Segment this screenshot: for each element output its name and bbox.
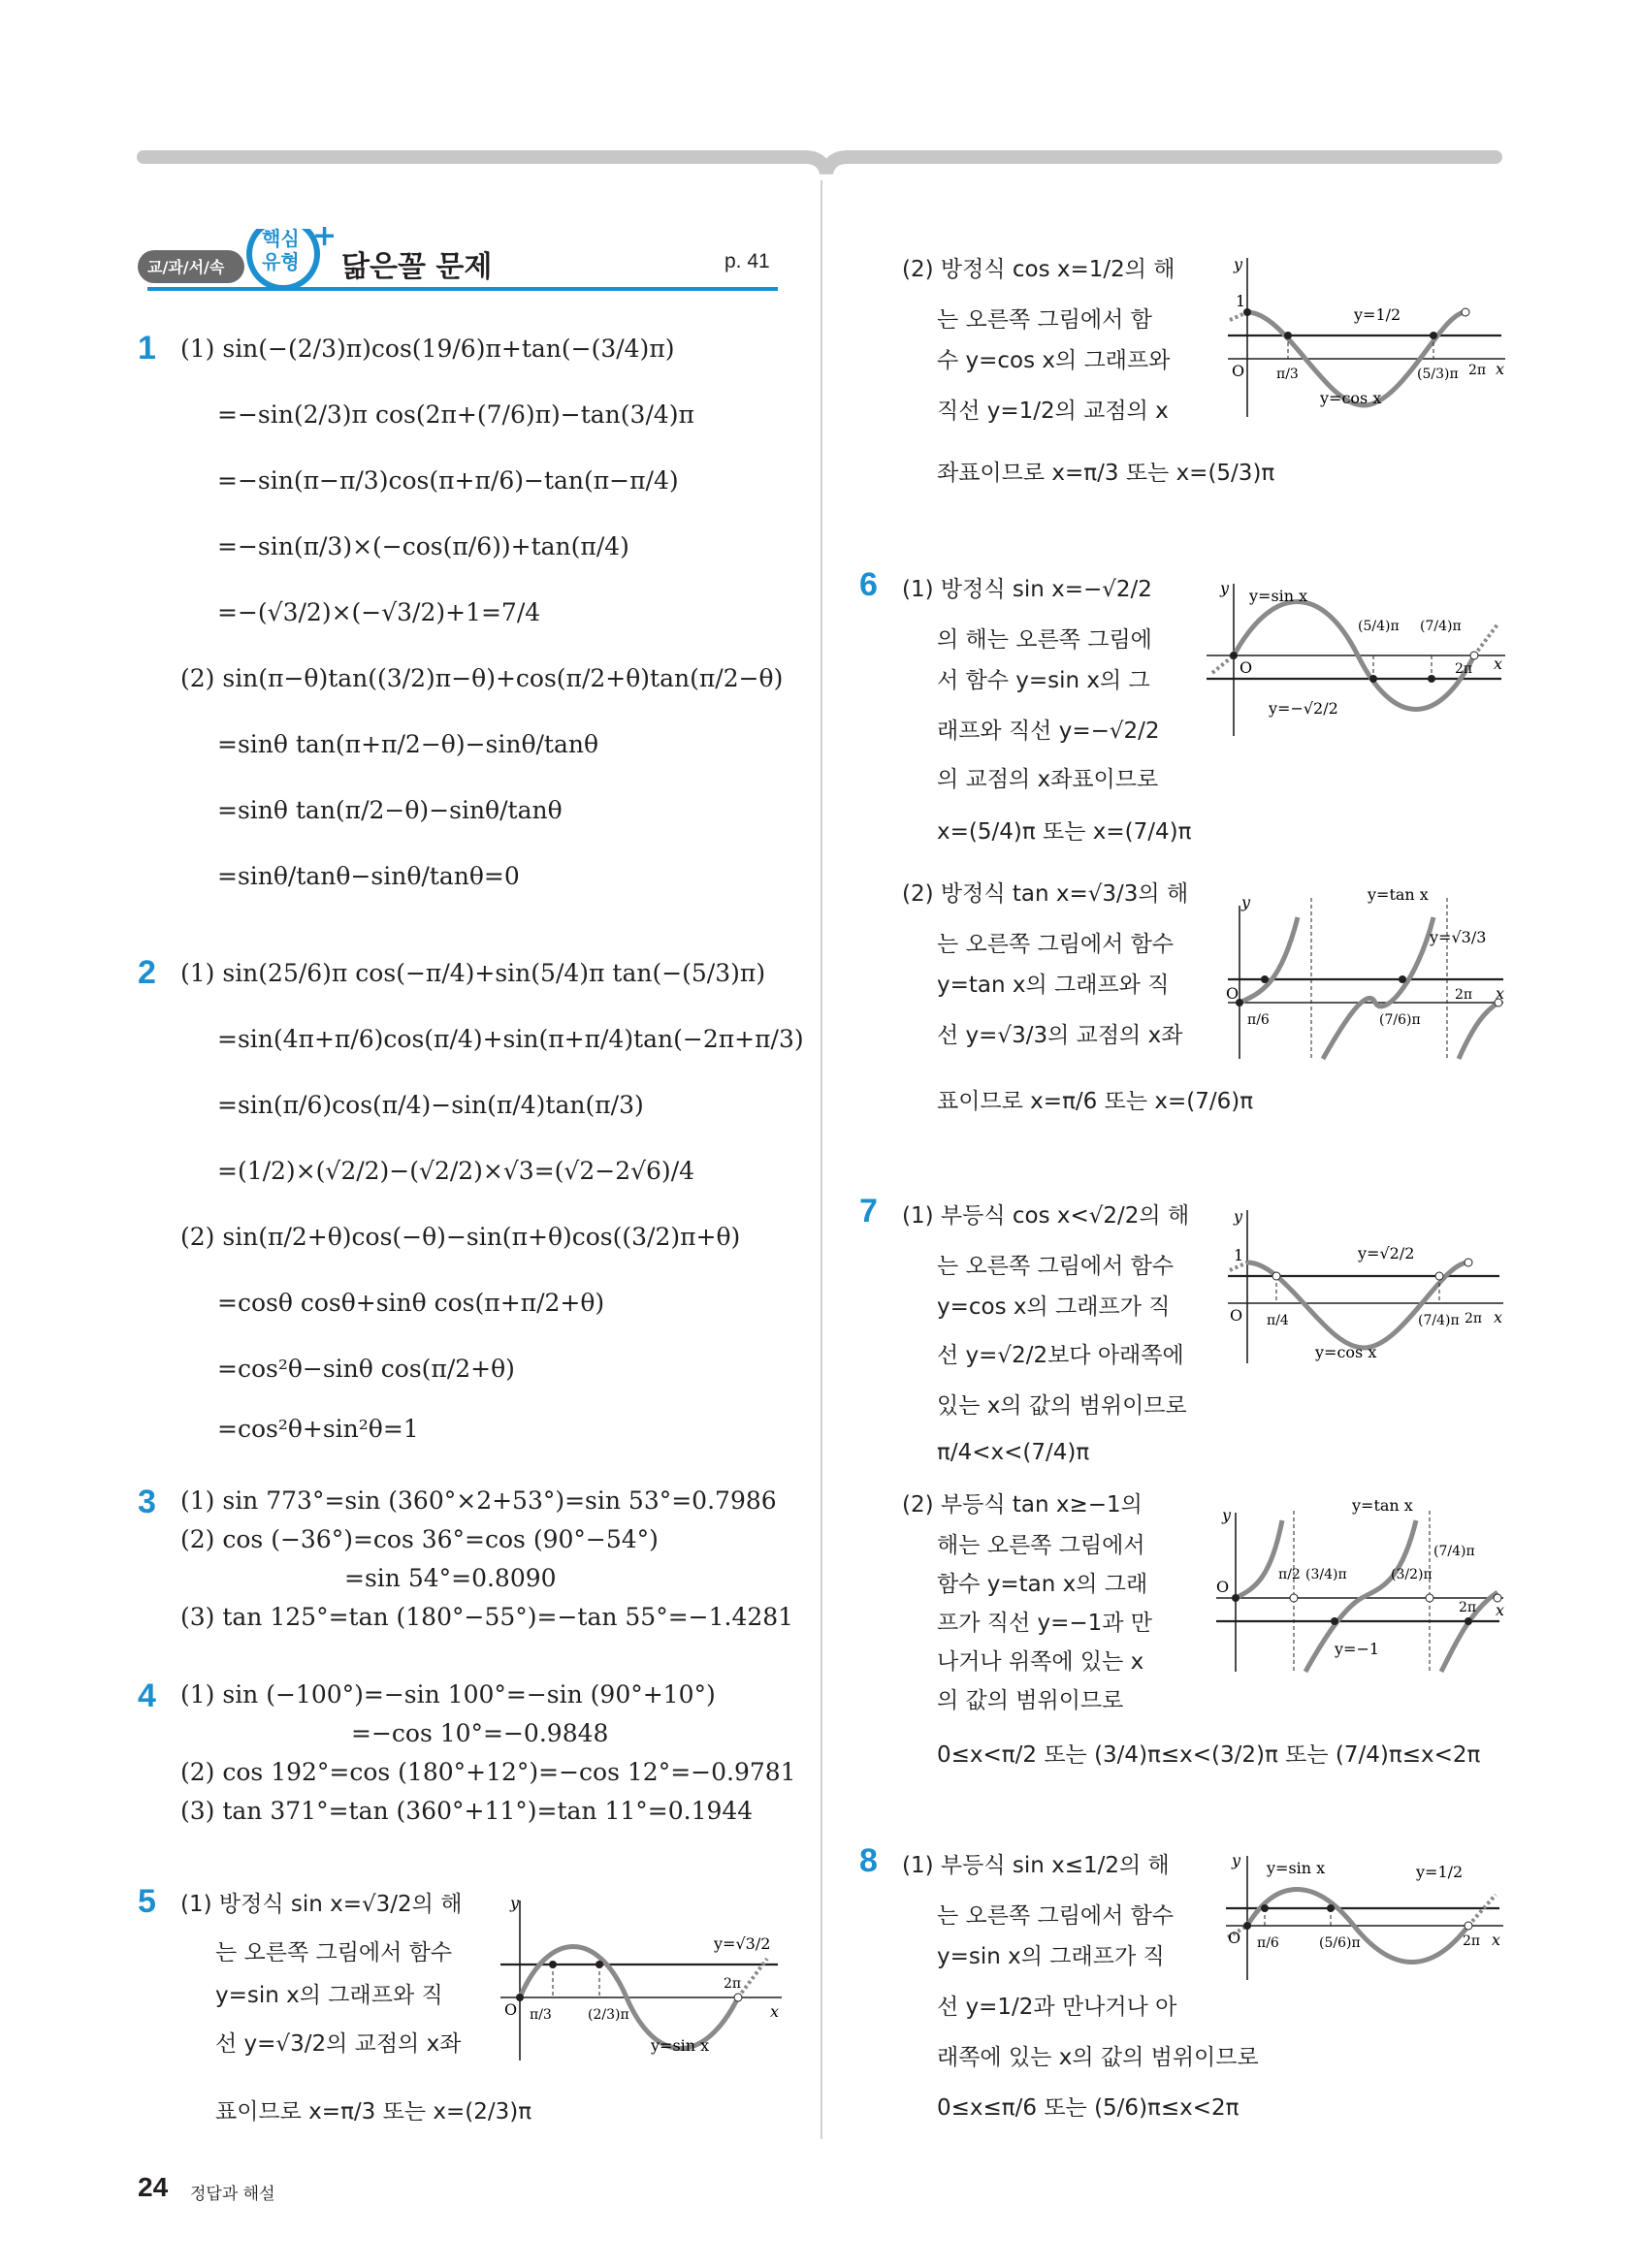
problem-2-line: =sin(π/6)cos(π/4)−sin(π/4)tan(π/3) bbox=[217, 1091, 644, 1119]
curve-label: y=tan x bbox=[1368, 885, 1429, 904]
origin-label: O bbox=[504, 2000, 518, 2019]
problem-6-line: 표이므로 x=π/6 또는 x=(7/6)π bbox=[937, 1089, 1254, 1114]
tick-label: (5/4)π bbox=[1358, 619, 1400, 634]
problem-6-line: y=tan x의 그래프와 직 bbox=[937, 973, 1170, 998]
problem-7-line: 는 오른쪽 그림에서 함수 bbox=[937, 1254, 1175, 1279]
problem-5-line: (1) 방정식 sin x=√3/2의 해 bbox=[180, 1892, 463, 1917]
problem-5-line: 직선 y=1/2의 교점의 x bbox=[937, 399, 1169, 424]
one-label: 1 bbox=[1236, 292, 1246, 310]
problem-number-2: 2 bbox=[138, 954, 156, 991]
problem-7-line: (2) 부등식 tan x≥−1의 bbox=[902, 1492, 1143, 1517]
problem-number-4: 4 bbox=[138, 1677, 156, 1714]
top-decorative-bar bbox=[136, 145, 1503, 188]
column-divider bbox=[821, 180, 822, 2139]
curve-label: y=sin x bbox=[1267, 1859, 1326, 1877]
problem-3-line: (2) cos (−36°)=cos 36°=cos (90°−54°) bbox=[180, 1525, 659, 1553]
tick-label: π/3 bbox=[530, 2007, 552, 2023]
problem-8-line: (1) 부등식 sin x≤1/2의 해 bbox=[902, 1853, 1170, 1878]
problem-8-line: 는 오른쪽 그림에서 함수 bbox=[937, 1903, 1175, 1929]
axis-x-label: x bbox=[1496, 984, 1505, 1003]
curve-label: y=sin x bbox=[651, 2036, 710, 2055]
tick-label: (7/4)π bbox=[1433, 1544, 1475, 1559]
tick-label: (7/6)π bbox=[1379, 1012, 1421, 1028]
origin-label: O bbox=[1232, 362, 1245, 380]
problem-5-line: 좌표이므로 x=π/3 또는 x=(5/3)π bbox=[937, 461, 1275, 486]
curve-label: y=cos x bbox=[1315, 1343, 1377, 1361]
problem-2-line: =sin(4π+π/6)cos(π/4)+sin(π+π/4)tan(−2π+π/3) bbox=[217, 1025, 804, 1053]
problem-7-line: (1) 부등식 cos x<√2/2의 해 bbox=[902, 1203, 1190, 1229]
problem-5-line: y=sin x의 그래프와 직 bbox=[215, 1983, 443, 2008]
problem-8-line: 선 y=1/2과 만나거나 아 bbox=[937, 1995, 1177, 2020]
problem-5-line: 수 y=cos x의 그래프와 bbox=[937, 348, 1171, 373]
axis-y-label: y bbox=[1241, 893, 1251, 911]
problem-6-line: 의 해는 오른쪽 그림에 bbox=[937, 627, 1152, 653]
origin-label: O bbox=[1228, 1929, 1241, 1947]
badge-plus: + bbox=[312, 219, 338, 253]
problem-7-line: 나거나 위쪽에 있는 x bbox=[937, 1649, 1144, 1675]
problem-8-line: 래쪽에 있는 x의 값의 범위이므로 bbox=[937, 2045, 1259, 2070]
problem-6-line: 래프와 직선 y=−√2/2 bbox=[937, 719, 1160, 744]
problem-1-line: =−sin(2/3)π cos(2π+(7/6)π)−tan(3/4)π bbox=[217, 400, 694, 429]
tick-label: 2π bbox=[1455, 661, 1473, 677]
axis-x-label: x bbox=[1494, 655, 1503, 673]
axis-x-label: x bbox=[1494, 1308, 1503, 1326]
problem-7-line: 함수 y=tan x의 그래 bbox=[937, 1572, 1148, 1597]
graph-7-1 bbox=[1218, 1202, 1509, 1371]
origin-label: O bbox=[1226, 984, 1240, 1003]
problem-8-line: 0≤x≤π/6 또는 (5/6)π≤x<2π bbox=[937, 2095, 1240, 2121]
axis-x-label: x bbox=[1496, 1601, 1505, 1619]
problem-2-line: (2) sin(π/2+θ)cos(−θ)−sin(π+θ)cos((3/2)π+θ) bbox=[180, 1223, 741, 1251]
problem-8-line: y=sin x의 그래프가 직 bbox=[937, 1944, 1165, 1969]
problem-6-line: 선 y=√3/3의 교점의 x좌 bbox=[937, 1023, 1183, 1048]
problem-2-line: =(1/2)×(√2/2)−(√2/2)×√3=(√2−2√6)/4 bbox=[217, 1157, 695, 1185]
tick-label: π/4 bbox=[1267, 1313, 1289, 1328]
problem-3-line: (3) tan 125°=tan (180°−55°)=−tan 55°=−1.4281 bbox=[180, 1603, 794, 1631]
problem-1-line: =sinθ tan(π/2−θ)−sinθ/tanθ bbox=[217, 796, 563, 824]
curve-label: y=sin x bbox=[1249, 587, 1308, 605]
axis-y-label: y bbox=[1222, 1506, 1232, 1524]
problem-7-line: 선 y=√2/2보다 아래쪽에 bbox=[937, 1343, 1184, 1368]
problem-5-line: 는 오른쪽 그림에서 함수 bbox=[215, 1940, 453, 1965]
problem-6-line: 의 교점의 x좌표이므로 bbox=[937, 767, 1159, 792]
tick-label: (7/4)π bbox=[1420, 619, 1462, 634]
problem-5-line: 는 오른쪽 그림에서 함 bbox=[937, 307, 1152, 333]
tick-label: 2π bbox=[1455, 987, 1473, 1003]
line-label: y=1/2 bbox=[1416, 1863, 1464, 1881]
problem-number-6: 6 bbox=[859, 566, 878, 603]
problem-number-3: 3 bbox=[138, 1484, 156, 1520]
tick-label: (5/3)π bbox=[1417, 367, 1459, 382]
problem-4-line: (3) tan 371°=tan (360°+11°)=tan 11°=0.1944 bbox=[180, 1797, 754, 1825]
graph-7-2 bbox=[1208, 1491, 1509, 1679]
graph-6-1 bbox=[1201, 576, 1511, 745]
tick-label: (7/4)π bbox=[1418, 1313, 1460, 1328]
problem-7-line: 있는 x의 값의 범위이므로 bbox=[937, 1393, 1187, 1419]
problem-5-line: 표이므로 x=π/3 또는 x=(2/3)π bbox=[215, 2099, 532, 2124]
axis-y-label: y bbox=[510, 1894, 520, 1912]
problem-7-line: y=cos x의 그래프가 직 bbox=[937, 1294, 1171, 1320]
curve-label: y=cos x bbox=[1320, 389, 1382, 407]
problem-3-line: (1) sin 773°=sin (360°×2+53°)=sin 53°=0.7986 bbox=[180, 1486, 777, 1515]
line-label: y=1/2 bbox=[1354, 305, 1401, 324]
problem-6-line: x=(5/4)π 또는 x=(7/4)π bbox=[937, 819, 1192, 845]
graph-6-2 bbox=[1222, 878, 1509, 1067]
problem-1-line: =sinθ/tanθ−sinθ/tanθ=0 bbox=[217, 862, 520, 890]
tick-label: (3/4)π bbox=[1305, 1567, 1347, 1582]
curve-label: y=tan x bbox=[1352, 1496, 1413, 1515]
tick-label: 2π bbox=[1465, 1311, 1483, 1326]
problem-7-line: 프가 직선 y=−1과 만 bbox=[937, 1611, 1153, 1636]
tick-label: 2π bbox=[1459, 1600, 1477, 1615]
badge-top: 핵심 bbox=[262, 227, 300, 250]
tick-label: π/3 bbox=[1276, 367, 1299, 382]
problem-1-line: =sinθ tan(π+π/2−θ)−sinθ/tanθ bbox=[217, 730, 599, 758]
axis-y-label: y bbox=[1234, 255, 1243, 273]
graph-5-1 bbox=[491, 1891, 782, 2069]
problem-number-7: 7 bbox=[859, 1193, 878, 1230]
problem-number-8: 8 bbox=[859, 1842, 878, 1879]
line-label: y=√2/2 bbox=[1358, 1244, 1415, 1262]
tick-label: 2π bbox=[724, 1976, 742, 1992]
one-label: 1 bbox=[1234, 1246, 1244, 1264]
problem-7-line: 0≤x<π/2 또는 (3/4)π≤x<(3/2)π 또는 (7/4)π≤x<2π bbox=[937, 1742, 1481, 1768]
page-title: 닮은꼴 문제 bbox=[341, 250, 493, 284]
problem-number-1: 1 bbox=[138, 330, 156, 367]
origin-label: O bbox=[1240, 658, 1253, 677]
problem-4-line: (1) sin (−100°)=−sin 100°=−sin (90°+10°) bbox=[180, 1680, 716, 1709]
section-header bbox=[138, 219, 778, 291]
problem-1-line: (1) sin(−(2/3)π)cos(19/6)π+tan(−(3/4)π) bbox=[180, 335, 675, 363]
problem-7-line: 해는 오른쪽 그림에서 bbox=[937, 1533, 1145, 1558]
tick-label: π/2 bbox=[1278, 1567, 1301, 1582]
axis-x-label: x bbox=[1496, 360, 1505, 378]
problem-6-line: 서 함수 y=sin x의 그 bbox=[937, 668, 1150, 693]
tick-label: π/6 bbox=[1247, 1012, 1270, 1028]
line-label: y=−√2/2 bbox=[1269, 699, 1338, 718]
problem-6-line: (1) 방정식 sin x=−√2/2 bbox=[902, 577, 1152, 602]
tick-label: (3/2)π bbox=[1391, 1567, 1433, 1582]
footer-label: 정답과 해설 bbox=[190, 2185, 275, 2204]
tick-label: π/6 bbox=[1257, 1935, 1279, 1951]
problem-7-line: π/4<x<(7/4)π bbox=[937, 1440, 1090, 1465]
problem-7-line: 의 값의 범위이므로 bbox=[937, 1688, 1124, 1713]
line-label: y=√3/3 bbox=[1430, 928, 1487, 946]
badge-bottom: 유형 bbox=[262, 250, 300, 273]
footer-page-number: 24 bbox=[138, 2172, 169, 2202]
textbook-label: 교/과/서/속 bbox=[147, 258, 225, 276]
problem-6-line: 는 오른쪽 그림에서 함수 bbox=[937, 932, 1175, 957]
problem-1-line: (2) sin(π−θ)tan((3/2)π−θ)+cos(π/2+θ)tan(π/2−θ) bbox=[180, 664, 784, 692]
origin-label: O bbox=[1230, 1306, 1243, 1325]
problem-6-line: (2) 방정식 tan x=√3/3의 해 bbox=[902, 881, 1189, 907]
line-label: y=√3/2 bbox=[714, 1934, 771, 1953]
problem-5-line: 선 y=√3/2의 교점의 x좌 bbox=[215, 2031, 462, 2057]
tick-label: (2/3)π bbox=[588, 2007, 629, 2023]
problem-5-line: (2) 방정식 cos x=1/2의 해 bbox=[902, 257, 1175, 282]
problem-2-line: =cos²θ+sin²θ=1 bbox=[217, 1415, 419, 1443]
problem-2-line: =cos²θ−sinθ cos(π/2+θ) bbox=[217, 1355, 515, 1383]
problem-2-line: (1) sin(25/6)π cos(−π/4)+sin(5/4)π tan(−(5/3)π) bbox=[180, 959, 766, 987]
problem-number-5: 5 bbox=[138, 1883, 156, 1920]
tick-label: (5/6)π bbox=[1319, 1935, 1361, 1951]
axis-y-label: y bbox=[1220, 579, 1230, 597]
axis-x-label: x bbox=[1492, 1931, 1501, 1949]
problem-4-line: =−cos 10°=−0.9848 bbox=[351, 1719, 609, 1747]
graph-5-2 bbox=[1218, 250, 1509, 429]
tick-label: 2π bbox=[1468, 363, 1487, 378]
axis-x-label: x bbox=[770, 2002, 780, 2021]
line-label: y=−1 bbox=[1335, 1640, 1380, 1658]
problem-1-line: =−(√3/2)×(−√3/2)+1=7/4 bbox=[217, 598, 541, 626]
origin-label: O bbox=[1216, 1578, 1230, 1596]
graph-8-1 bbox=[1218, 1848, 1509, 1988]
problem-3-line: =sin 54°=0.8090 bbox=[344, 1564, 557, 1592]
tick-label: 2π bbox=[1463, 1933, 1481, 1949]
axis-y-label: y bbox=[1234, 1207, 1243, 1226]
axis-y-label: y bbox=[1232, 1851, 1241, 1869]
problem-1-line: =−sin(π/3)×(−cos(π/6))+tan(π/4) bbox=[217, 532, 629, 560]
page-reference: p. 41 bbox=[724, 250, 770, 272]
problem-2-line: =cosθ cosθ+sinθ cos(π+π/2+θ) bbox=[217, 1289, 605, 1317]
problem-1-line: =−sin(π−π/3)cos(π+π/6)−tan(π−π/4) bbox=[217, 466, 679, 495]
problem-4-line: (2) cos 192°=cos (180°+12°)=−cos 12°=−0.9781 bbox=[180, 1758, 796, 1786]
